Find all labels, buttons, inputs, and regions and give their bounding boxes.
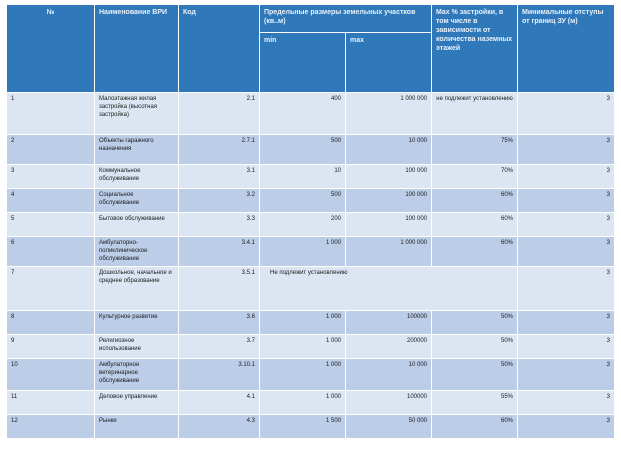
- row-buildup: не подлежит установлению: [432, 93, 518, 135]
- table-row: [7, 189, 615, 213]
- row-number: 9: [7, 335, 95, 359]
- row-number: 4: [7, 189, 95, 213]
- row-buildup: 75%: [432, 135, 518, 165]
- table-row: [7, 93, 615, 135]
- row-min: 500: [260, 135, 346, 165]
- header-setback: Минимальные отступы от границ ЗУ (м): [518, 5, 614, 93]
- table-row: [7, 335, 615, 359]
- row-code: 3.3: [179, 213, 260, 237]
- row-setback: 3: [518, 189, 614, 213]
- row-max: 100 000: [346, 213, 432, 237]
- land-use-table-container: [6, 4, 614, 456]
- row-code: 3.7: [179, 335, 260, 359]
- header-min: min: [260, 33, 346, 93]
- land-use-table: [6, 4, 614, 439]
- table-row: [7, 391, 615, 415]
- row-setback: 3: [518, 311, 614, 335]
- row-name: Религиозное использование: [95, 335, 179, 359]
- row-max: 1 000 000: [346, 237, 432, 267]
- row-buildup: 70%: [432, 165, 518, 189]
- row-min: 400: [260, 93, 346, 135]
- row-number: 10: [7, 359, 95, 391]
- row-code: 3.4.1: [179, 237, 260, 267]
- row-min: 1 500: [260, 415, 346, 439]
- row-buildup: 50%: [432, 359, 518, 391]
- row-max: 10 000: [346, 359, 432, 391]
- row-setback: 3: [518, 135, 614, 165]
- row-buildup: 50%: [432, 335, 518, 359]
- row-max: 1 000 000: [346, 93, 432, 135]
- row-code: 3.2: [179, 189, 260, 213]
- row-code: 4.3: [179, 415, 260, 439]
- row-max: 100000: [346, 311, 432, 335]
- row-code: 3.5.1: [179, 267, 260, 311]
- row-name: Амбулаторно-поликлиническое обслуживание: [95, 237, 179, 267]
- row-buildup: 55%: [432, 391, 518, 415]
- row-number: 8: [7, 311, 95, 335]
- row-name: Социальное обслуживание: [95, 189, 179, 213]
- row-name: Объекты гаражного назначения: [95, 135, 179, 165]
- header-num: №: [7, 5, 95, 93]
- row-buildup: 60%: [432, 415, 518, 439]
- row-code: 3.1: [179, 165, 260, 189]
- row-max: 100000: [346, 391, 432, 415]
- row-setback: 3: [518, 359, 614, 391]
- row-number: 5: [7, 213, 95, 237]
- row-min: 1 000: [260, 335, 346, 359]
- table-row: [7, 311, 615, 335]
- row-name: Коммунальное обслуживание: [95, 165, 179, 189]
- table-header: [7, 5, 615, 93]
- row-setback: 3: [518, 267, 614, 311]
- row-code: 4.1: [179, 391, 260, 415]
- table-row: [7, 213, 615, 237]
- row-min: 1 000: [260, 359, 346, 391]
- row-number: 6: [7, 237, 95, 267]
- row-min: 10: [260, 165, 346, 189]
- row-setback: 3: [518, 93, 614, 135]
- row-min: 1 000: [260, 391, 346, 415]
- row-name: Деловое управление: [95, 391, 179, 415]
- row-merged-note: Не подлежит установлению: [260, 267, 518, 311]
- row-number: 7: [7, 267, 95, 311]
- row-buildup: 60%: [432, 213, 518, 237]
- row-min: 500: [260, 189, 346, 213]
- table-row: [7, 165, 615, 189]
- row-number: 3: [7, 165, 95, 189]
- row-buildup: 60%: [432, 237, 518, 267]
- table-row: [7, 135, 615, 165]
- row-min: 1 000: [260, 237, 346, 267]
- row-name: Бытовое обслуживание: [95, 213, 179, 237]
- row-min: 1 000: [260, 311, 346, 335]
- row-name: Малоэтажная жилая застройка (высотная застройка): [95, 93, 179, 135]
- table-row: [7, 267, 615, 311]
- row-name: Культурное развитие: [95, 311, 179, 335]
- row-max: 50 000: [346, 415, 432, 439]
- row-setback: 3: [518, 237, 614, 267]
- row-max: 100 000: [346, 189, 432, 213]
- row-buildup: 60%: [432, 189, 518, 213]
- table-body: [7, 93, 615, 439]
- row-max: 100 000: [346, 165, 432, 189]
- header-sizes: Предельные размеры земельных участков (кв..м): [260, 5, 432, 33]
- row-setback: 3: [518, 165, 614, 189]
- row-number: 11: [7, 391, 95, 415]
- row-code: 2.1: [179, 93, 260, 135]
- row-setback: 3: [518, 391, 614, 415]
- row-name: Амбулаторное ветеринарное обслуживание: [95, 359, 179, 391]
- table-row: [7, 237, 615, 267]
- table-row: [7, 415, 615, 439]
- row-number: 1: [7, 93, 95, 135]
- header-code: Код: [179, 5, 260, 93]
- row-setback: 3: [518, 213, 614, 237]
- row-max: 10 000: [346, 135, 432, 165]
- row-name: Дошкольное, начальное и среднее образование: [95, 267, 179, 311]
- row-code: 3.10.1: [179, 359, 260, 391]
- header-max: max: [346, 33, 432, 93]
- header-name: Наименование ВРИ: [95, 5, 179, 93]
- row-max: 200000: [346, 335, 432, 359]
- row-code: 2.7.1: [179, 135, 260, 165]
- row-buildup: 50%: [432, 311, 518, 335]
- row-number: 12: [7, 415, 95, 439]
- row-min: 200: [260, 213, 346, 237]
- row-code: 3.6: [179, 311, 260, 335]
- row-number: 2: [7, 135, 95, 165]
- header-buildup: Max % застройки, в том числе в зависимости от количества наземных этажей: [432, 5, 518, 93]
- row-name: Рынки: [95, 415, 179, 439]
- table-row: [7, 359, 615, 391]
- row-setback: 3: [518, 415, 614, 439]
- row-setback: 3: [518, 335, 614, 359]
